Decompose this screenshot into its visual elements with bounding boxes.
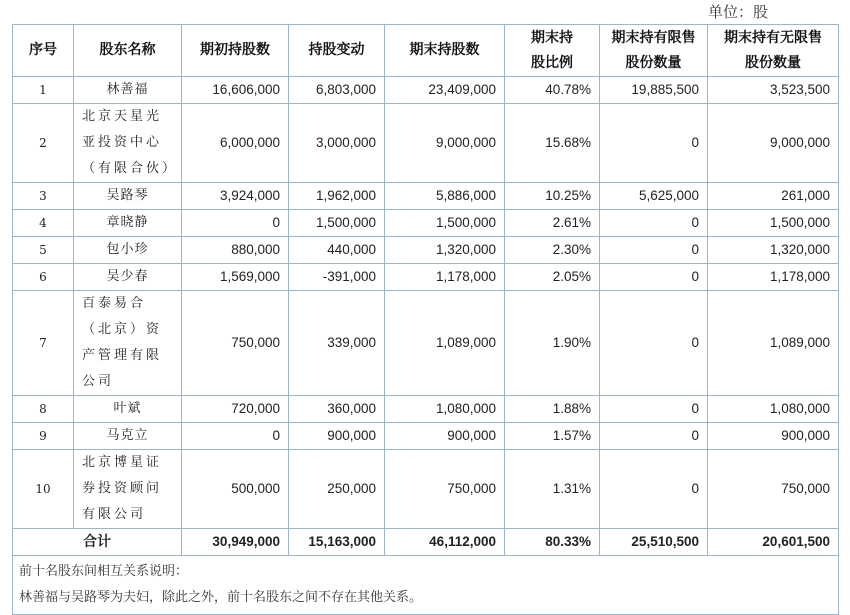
total-start: 30,949,000 xyxy=(182,529,289,556)
cell-end: 5,886,000 xyxy=(385,183,505,210)
cell-change: 339,000 xyxy=(289,291,385,396)
cell-unrestricted: 1,500,000 xyxy=(708,210,839,237)
cell-no: 5 xyxy=(13,237,74,264)
cell-ratio: 1.90% xyxy=(505,291,600,396)
cell-restricted: 0 xyxy=(600,423,708,450)
cell-name: 林善福 xyxy=(74,77,182,104)
cell-ratio: 15.68% xyxy=(505,104,600,183)
cell-no: 10 xyxy=(13,450,74,529)
cell-restricted: 0 xyxy=(600,237,708,264)
table-row xyxy=(13,104,839,183)
cell-unrestricted: 261,000 xyxy=(708,183,839,210)
header-no: 序号 xyxy=(13,25,74,77)
table-row xyxy=(13,237,839,264)
cell-unrestricted: 1,178,000 xyxy=(708,264,839,291)
cell-end: 900,000 xyxy=(385,423,505,450)
cell-unrestricted: 900,000 xyxy=(708,423,839,450)
cell-no: 4 xyxy=(13,210,74,237)
cell-start: 500,000 xyxy=(182,450,289,529)
total-unrestricted: 20,601,500 xyxy=(708,529,839,556)
cell-no: 1 xyxy=(13,77,74,104)
cell-ratio: 2.30% xyxy=(505,237,600,264)
cell-restricted: 0 xyxy=(600,291,708,396)
cell-restricted: 19,885,500 xyxy=(600,77,708,104)
cell-name: 吴路琴 xyxy=(74,183,182,210)
cell-name: 吴少春 xyxy=(74,264,182,291)
cell-end: 1,500,000 xyxy=(385,210,505,237)
total-change: 15,163,000 xyxy=(289,529,385,556)
cell-change: 1,500,000 xyxy=(289,210,385,237)
header-unrestricted-line1: 期末持有无限售 xyxy=(724,29,822,46)
header-row xyxy=(13,25,839,77)
cell-restricted: 5,625,000 xyxy=(600,183,708,210)
header-change: 持股变动 xyxy=(289,25,385,77)
cell-ratio: 10.25% xyxy=(505,183,600,210)
cell-ratio: 40.78% xyxy=(505,77,600,104)
cell-ratio: 1.88% xyxy=(505,396,600,423)
header-start: 期初持股数 xyxy=(182,25,289,77)
cell-no: 9 xyxy=(13,423,74,450)
cell-change: 900,000 xyxy=(289,423,385,450)
table-row xyxy=(13,450,839,529)
cell-start: 16,606,000 xyxy=(182,77,289,104)
cell-start: 0 xyxy=(182,423,289,450)
table-row xyxy=(13,77,839,104)
table-row xyxy=(13,396,839,423)
cell-restricted: 0 xyxy=(600,104,708,183)
cell-end: 9,000,000 xyxy=(385,104,505,183)
shareholder-table xyxy=(12,24,839,615)
notes-text: 林善福与吴路琴为夫妇，除此之外，前十名股东之间不存在其他关系。 xyxy=(19,590,423,605)
total-label: 合计 xyxy=(13,529,182,556)
cell-ratio: 2.61% xyxy=(505,210,600,237)
cell-end: 1,320,000 xyxy=(385,237,505,264)
total-ratio: 80.33% xyxy=(505,529,600,556)
header-ratio xyxy=(505,25,600,77)
cell-name: 百泰易合（北京）资产管理有限公司 xyxy=(74,291,182,396)
notes-title: 前十名股东间相互关系说明： xyxy=(19,564,189,579)
cell-end: 750,000 xyxy=(385,450,505,529)
table-row xyxy=(13,210,839,237)
table-row xyxy=(13,423,839,450)
notes-row xyxy=(13,556,839,615)
table-row xyxy=(13,264,839,291)
cell-change: 3,000,000 xyxy=(289,104,385,183)
header-restricted-line1: 期末持有限售 xyxy=(611,29,696,46)
cell-start: 720,000 xyxy=(182,396,289,423)
header-unrestricted-line2: 股份数量 xyxy=(745,54,801,71)
cell-restricted: 0 xyxy=(600,396,708,423)
cell-name: 北京天星光亚投资中心（有限合伙） xyxy=(74,104,182,183)
cell-restricted: 0 xyxy=(600,210,708,237)
header-unrestricted xyxy=(708,25,839,77)
cell-unrestricted: 3,523,500 xyxy=(708,77,839,104)
cell-no: 3 xyxy=(13,183,74,210)
cell-start: 0 xyxy=(182,210,289,237)
cell-name: 叶斌 xyxy=(74,396,182,423)
cell-end: 1,178,000 xyxy=(385,264,505,291)
cell-unrestricted: 9,000,000 xyxy=(708,104,839,183)
cell-name: 包小珍 xyxy=(74,237,182,264)
cell-end: 23,409,000 xyxy=(385,77,505,104)
cell-unrestricted: 750,000 xyxy=(708,450,839,529)
cell-end: 1,080,000 xyxy=(385,396,505,423)
table-row xyxy=(13,183,839,210)
total-row xyxy=(13,529,839,556)
header-end: 期末持股数 xyxy=(385,25,505,77)
cell-start: 750,000 xyxy=(182,291,289,396)
cell-no: 2 xyxy=(13,104,74,183)
total-restricted: 25,510,500 xyxy=(600,529,708,556)
cell-name: 北京博星证券投资顾问有限公司 xyxy=(74,450,182,529)
cell-change: 1,962,000 xyxy=(289,183,385,210)
cell-end: 1,089,000 xyxy=(385,291,505,396)
header-name: 股东名称 xyxy=(74,25,182,77)
table-row xyxy=(13,291,839,396)
cell-ratio: 1.31% xyxy=(505,450,600,529)
cell-start: 880,000 xyxy=(182,237,289,264)
cell-change: 360,000 xyxy=(289,396,385,423)
header-ratio-line1: 期末持 xyxy=(531,29,573,46)
relationship-notes xyxy=(13,556,839,615)
cell-unrestricted: 1,080,000 xyxy=(708,396,839,423)
unit-label: 单位：股 xyxy=(707,3,768,21)
cell-name: 马克立 xyxy=(74,423,182,450)
cell-restricted: 0 xyxy=(600,264,708,291)
cell-unrestricted: 1,089,000 xyxy=(708,291,839,396)
cell-restricted: 0 xyxy=(600,450,708,529)
cell-start: 6,000,000 xyxy=(182,104,289,183)
cell-ratio: 1.57% xyxy=(505,423,600,450)
cell-change: 440,000 xyxy=(289,237,385,264)
cell-no: 6 xyxy=(13,264,74,291)
cell-unrestricted: 1,320,000 xyxy=(708,237,839,264)
header-restricted xyxy=(600,25,708,77)
cell-change: -391,000 xyxy=(289,264,385,291)
cell-change: 250,000 xyxy=(289,450,385,529)
cell-name: 章晓静 xyxy=(74,210,182,237)
total-end: 46,112,000 xyxy=(385,529,505,556)
cell-no: 7 xyxy=(13,291,74,396)
cell-start: 3,924,000 xyxy=(182,183,289,210)
header-ratio-line2: 股比例 xyxy=(531,54,573,71)
cell-change: 6,803,000 xyxy=(289,77,385,104)
cell-ratio: 2.05% xyxy=(505,264,600,291)
header-restricted-line2: 股份数量 xyxy=(625,54,682,71)
cell-start: 1,569,000 xyxy=(182,264,289,291)
cell-no: 8 xyxy=(13,396,74,423)
